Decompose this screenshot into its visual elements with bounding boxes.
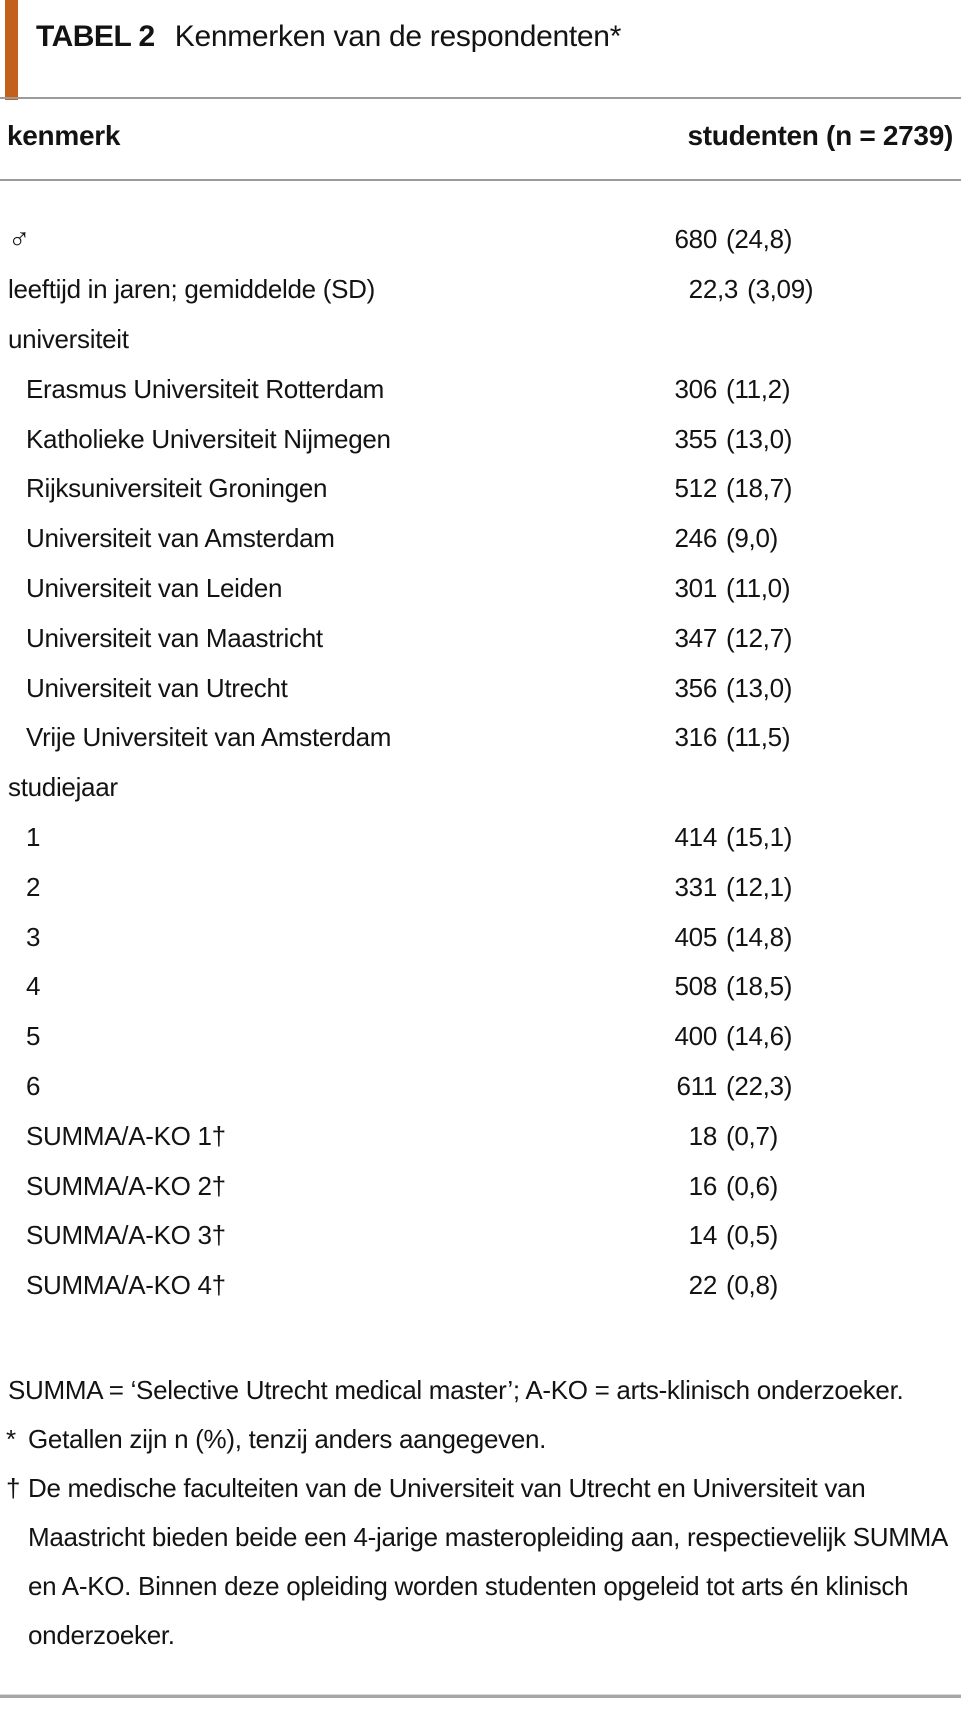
value-percent: (14,6): [726, 1021, 793, 1052]
value-percent: (14,8): [726, 921, 793, 952]
row-value: [607, 813, 792, 863]
row-label: SUMMA/A-KO 2†: [26, 1170, 226, 1201]
table-row: [0, 265, 961, 315]
row-value: [607, 1111, 778, 1161]
table-row: [0, 1211, 961, 1261]
value-count: 316: [674, 722, 717, 753]
row-value: [607, 215, 792, 265]
row-value: [607, 1261, 778, 1311]
table-number-label: TABEL 2: [36, 20, 155, 53]
table-row: [0, 564, 961, 614]
value-percent: (11,5): [726, 722, 791, 753]
row-value: [607, 862, 792, 912]
table-title-text: Kenmerken van de respondenten*: [174, 20, 622, 53]
footnote-text: SUMMA = ‘Selective Utrecht medical master’; A-KO = arts-klinisch onderzoeker.: [8, 1375, 904, 1405]
value-count: 18: [688, 1120, 717, 1151]
footnote-marker: *: [6, 1424, 16, 1454]
table-row: [0, 464, 961, 514]
row-label: Universiteit van Leiden: [26, 572, 283, 603]
row-label: studiejaar: [8, 772, 118, 803]
value-count: 508: [674, 971, 717, 1002]
row-value: [607, 663, 792, 713]
accent-bar: [5, 0, 18, 100]
value-count: 611: [676, 1070, 717, 1101]
value-percent: (18,5): [726, 971, 793, 1002]
value-percent: (22,3): [726, 1070, 793, 1101]
row-label: SUMMA/A-KO 3†: [26, 1220, 226, 1251]
value-count: 16: [688, 1170, 717, 1201]
value-percent: (0,6): [726, 1170, 778, 1201]
male-symbol-icon: ♂: [8, 222, 31, 256]
rule-under-title: [0, 97, 961, 99]
table-row: [0, 514, 961, 564]
table-row: [0, 1062, 961, 1112]
value-count: 14: [688, 1220, 717, 1251]
value-percent: (12,7): [726, 622, 793, 653]
row-value: [607, 364, 790, 414]
value-count: 347: [674, 622, 717, 653]
row-value: [607, 265, 813, 315]
value-percent: (24,8): [726, 224, 793, 255]
table-row: [0, 364, 961, 414]
footnote-marker: †: [6, 1473, 21, 1503]
table-row: [0, 1261, 961, 1311]
table-row: [0, 1111, 961, 1161]
value-percent: (9,0): [726, 523, 778, 554]
row-value: [607, 1211, 778, 1261]
table-row: [0, 215, 961, 265]
value-count: 355: [674, 423, 717, 454]
table-row: [0, 1012, 961, 1062]
row-label: Katholieke Universiteit Nijmegen: [26, 423, 391, 454]
row-label: Erasmus Universiteit Rotterdam: [26, 373, 384, 404]
row-value: [607, 564, 790, 614]
row-value: [607, 1161, 778, 1211]
row-value: [607, 414, 792, 464]
row-value: [607, 1062, 792, 1112]
value-count: 331: [674, 871, 717, 902]
row-label: Universiteit van Amsterdam: [26, 523, 335, 554]
table-header-row: [7, 120, 953, 152]
bottom-rule: [0, 1694, 961, 1698]
value-percent: (11,2): [726, 373, 791, 404]
row-label: 2: [26, 871, 41, 902]
section-row: [0, 763, 961, 813]
row-label: Rijksuniversiteit Groningen: [26, 473, 328, 504]
value-count: 400: [674, 1021, 717, 1052]
row-label: Universiteit van Utrecht: [26, 672, 288, 703]
value-count: 414: [674, 821, 717, 852]
value-count: 301: [674, 572, 717, 603]
table-row: [0, 862, 961, 912]
value-count: 356: [674, 672, 717, 703]
value-percent: (3,09): [747, 274, 814, 305]
footnote: [0, 1366, 953, 1415]
table-row: [0, 962, 961, 1012]
value-percent: (0,5): [726, 1220, 778, 1251]
footnotes: [0, 1366, 953, 1660]
table-caption: [36, 20, 621, 54]
value-percent: (18,7): [726, 473, 793, 504]
value-percent: (0,8): [726, 1270, 778, 1301]
footnote-text: Getallen zijn n (%), tenzij anders aangegeven.: [28, 1424, 547, 1454]
row-label: Universiteit van Maastricht: [26, 622, 323, 653]
table-row: [0, 613, 961, 663]
footnote: [0, 1464, 953, 1660]
row-label: Vrije Universiteit van Amsterdam: [26, 722, 392, 753]
row-value: [607, 962, 792, 1012]
rule-under-header: [0, 179, 961, 181]
row-value: [607, 613, 792, 663]
row-label: 3: [26, 921, 41, 952]
table-row: [0, 1161, 961, 1211]
row-label: SUMMA/A-KO 1†: [26, 1120, 226, 1151]
value-percent: (13,0): [726, 423, 793, 454]
table-row: [0, 663, 961, 713]
value-count: 22: [688, 274, 717, 305]
row-label: 1: [26, 821, 41, 852]
row-value: [607, 464, 792, 514]
footnote: [0, 1415, 953, 1464]
table-row: [0, 713, 961, 763]
footnote-text: De medische faculteiten van de Universiteit van Utrecht en Universiteit van Maastricht bieden beide een 4-jarige masteropleiding aan, respectievelijk SUMMA en A-KO. Binnen deze opleiding worden studenten opgeleid tot arts én klinisch onderzoeker.: [28, 1473, 947, 1650]
value-percent: (11,0): [726, 572, 791, 603]
value-count: 306: [674, 373, 717, 404]
row-label: 4: [26, 971, 41, 1002]
table-row: [0, 912, 961, 962]
value-decimal: ,3: [717, 274, 739, 305]
value-count: 405: [674, 921, 717, 952]
row-value: [607, 912, 792, 962]
value-count: 246: [674, 523, 717, 554]
row-label: 5: [26, 1021, 41, 1052]
row-label: 6: [26, 1070, 41, 1101]
value-count: 22: [688, 1270, 717, 1301]
row-value: [607, 514, 778, 564]
table-body: [0, 215, 961, 1311]
section-row: [0, 315, 961, 365]
column-header-kenmerk: kenmerk: [7, 120, 121, 151]
row-label: leeftijd in jaren; gemiddelde (SD): [8, 274, 375, 305]
row-label: SUMMA/A-KO 4†: [26, 1270, 226, 1301]
value-percent: (13,0): [726, 672, 793, 703]
value-count: 680: [674, 224, 717, 255]
column-header-studenten: studenten (n = 2739): [687, 120, 953, 151]
value-percent: (15,1): [726, 821, 793, 852]
row-value: [607, 1012, 792, 1062]
value-percent: (0,7): [726, 1120, 778, 1151]
table-row: [0, 813, 961, 863]
row-value: [607, 713, 790, 763]
value-percent: (12,1): [726, 871, 793, 902]
value-count: 512: [674, 473, 717, 504]
row-label: universiteit: [8, 323, 129, 354]
table-row: [0, 414, 961, 464]
